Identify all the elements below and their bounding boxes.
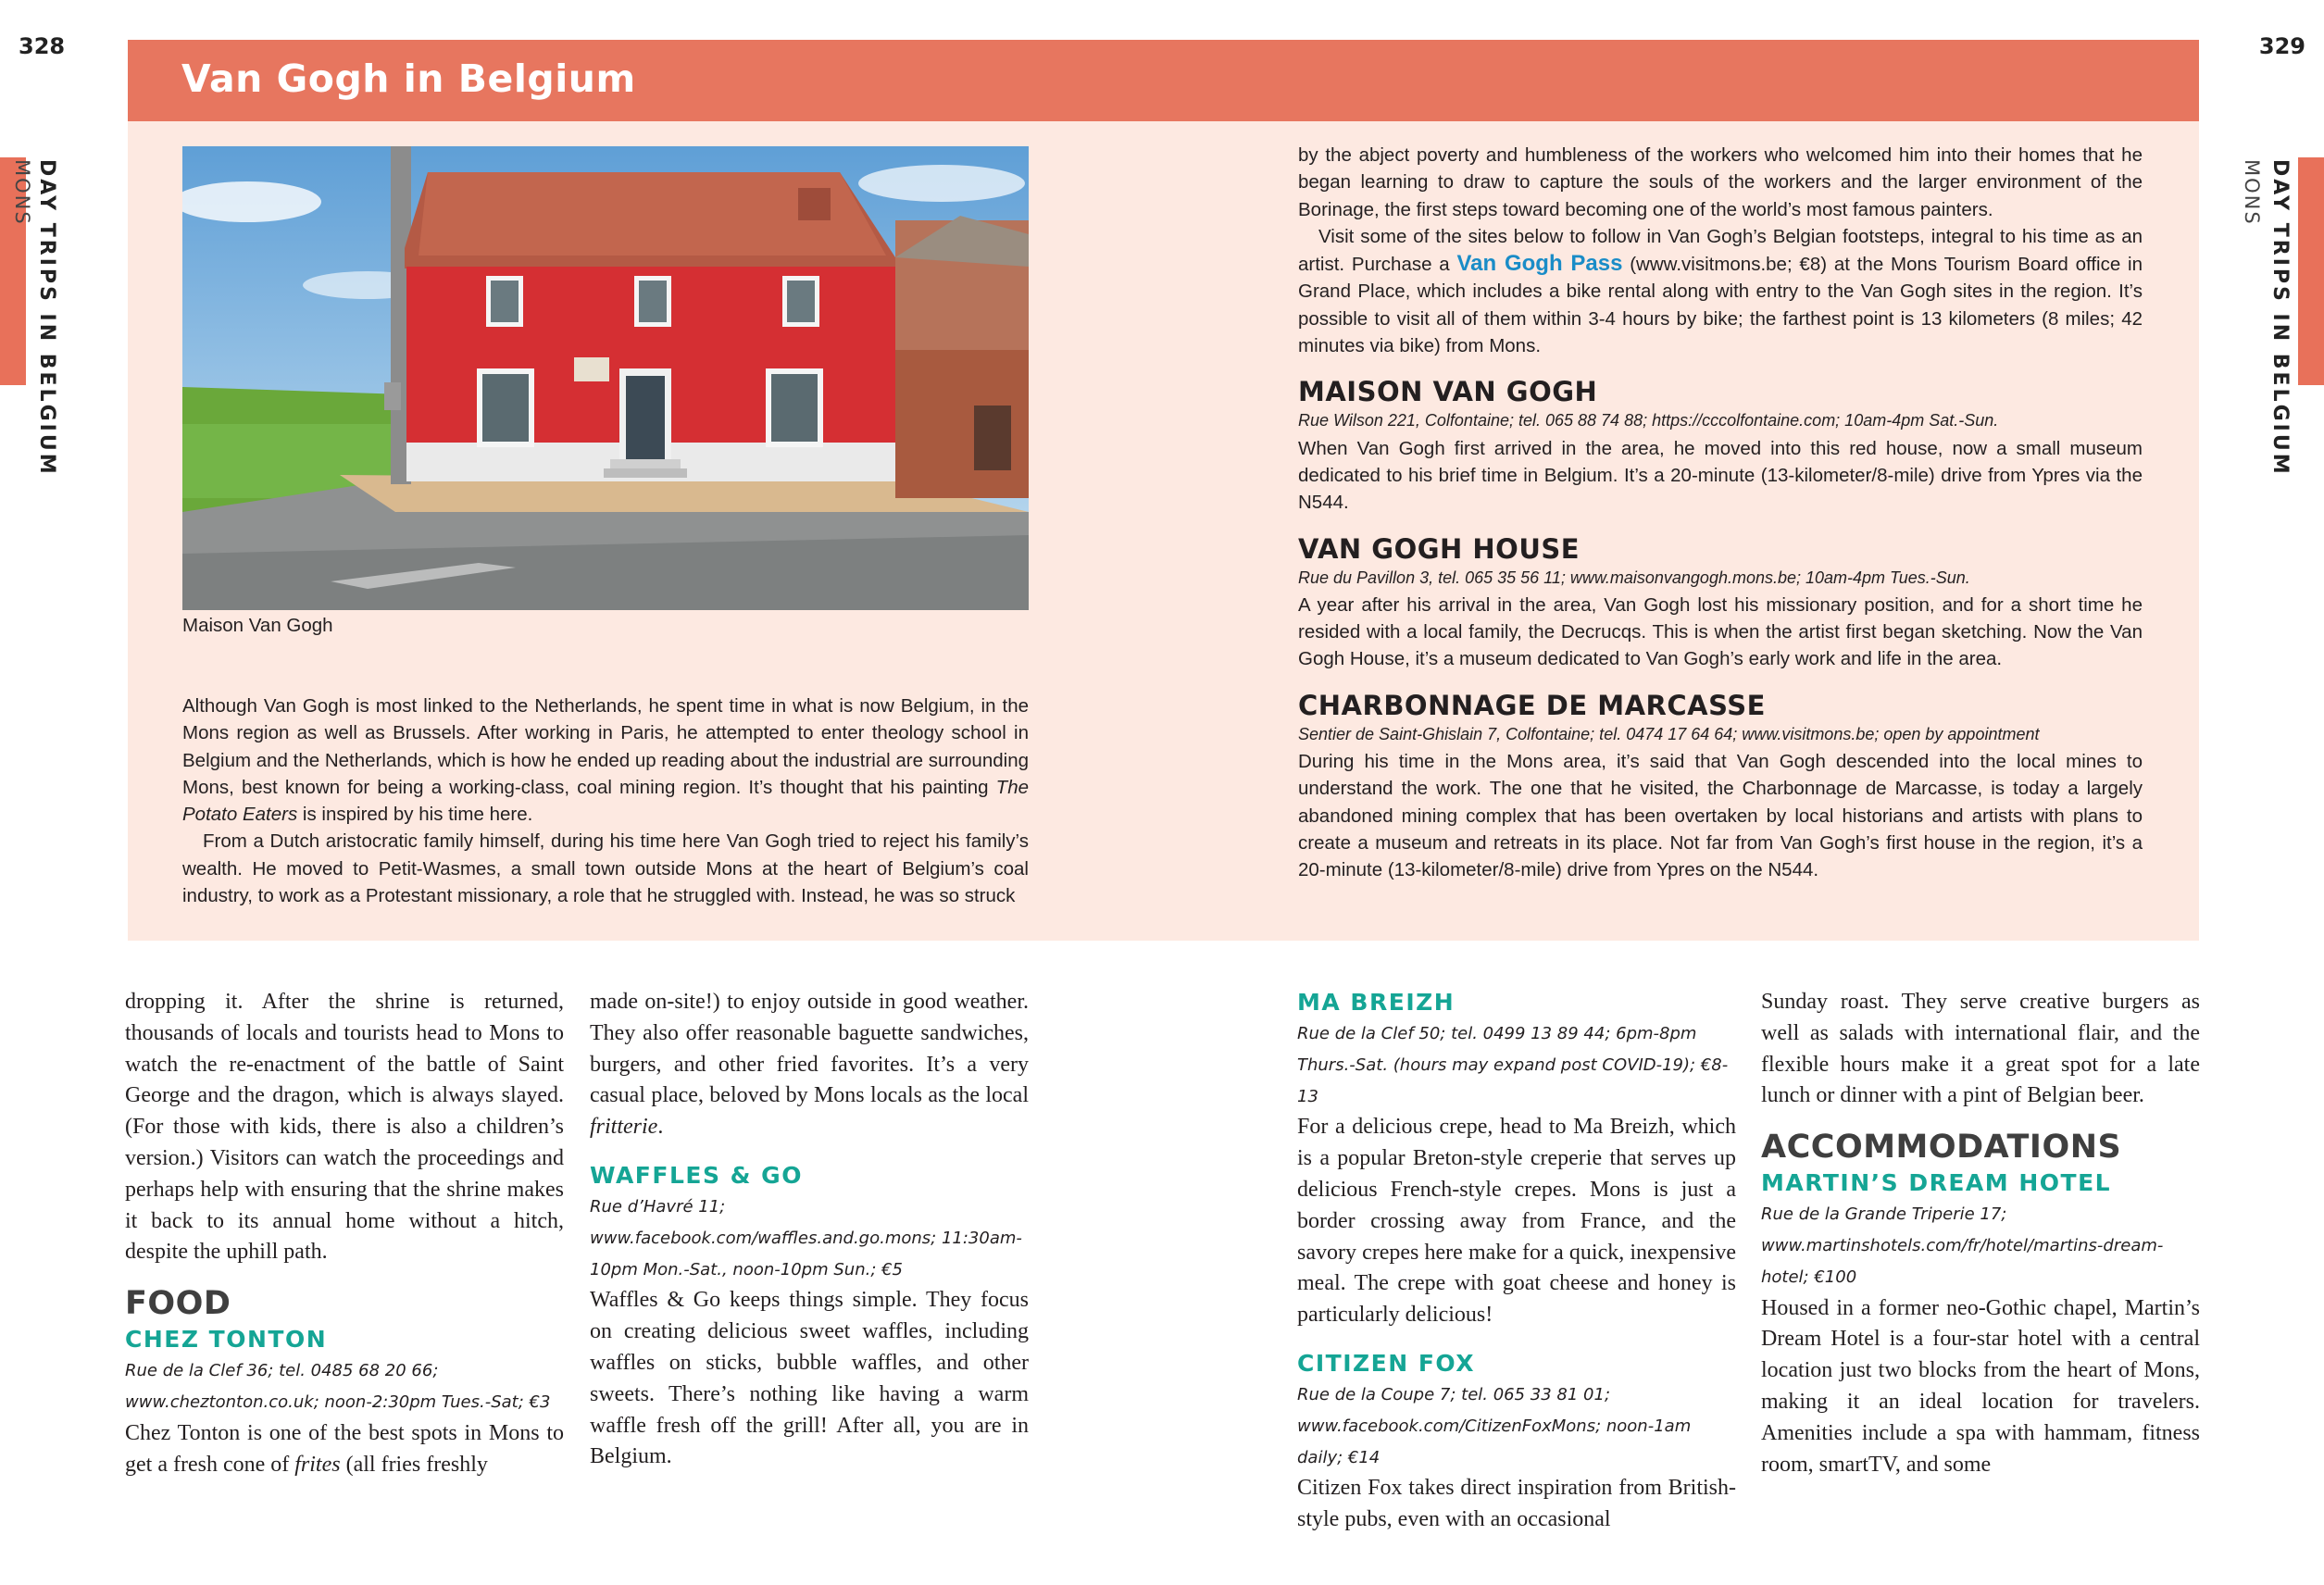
column-1-intro: dropping it. After the shrine is returned, thousands of locals and tourists head to Mons to watch the re-enactment of the battle of Saint George and the dragon, which is always slayed. (For those with kids, there is also a children’s version.) Visitors can watch the proceedings and perhaps help with ensuring that the shrine makes it back to its annual home without a hitch, despite the uphill path. (125, 990, 564, 1265)
ma-breizh-info: Rue de la Clef 50; tel. 0499 13 89 44; 6pm-8pm Thurs.-Sat. (hours may expand post COVID-19); €8-13 (1297, 1024, 1729, 1106)
body-column-1 (125, 987, 564, 1480)
right-side-tab-marker (2298, 157, 2324, 385)
feature-photo (182, 146, 1029, 610)
feature-title: Van Gogh in Belgium (181, 56, 636, 101)
right-side-tab-label (2268, 159, 2292, 477)
feature-intro-paragraph-1: Although Van Gogh is most linked to the Netherlands, he spent time in what is now Belgium, in the Mons region as well as Brussels. After working in Paris, he attempted to enter theology school in Belgium and the Netherlands, which is how he ended up reading about the industrial are surrounding Mons, best known for being a working-class, coal mining region. It’s thought that his painting The Potato Eaters is inspired by his time here. (182, 695, 1029, 826)
left-side-tab-sublabel (11, 159, 33, 226)
column-4-intro: Sunday roast. They serve creative burgers as well as salads with international flair, and the flexible hours make it a great spot for a late lunch or dinner with a pint of Belgian beer. (1761, 990, 2200, 1108)
van-gogh-pass-link[interactable]: Van Gogh Pass (1456, 251, 1623, 277)
citizen-fox-info: Rue de la Coupe 7; tel. 065 33 81 01; www.facebook.com/CitizenFoxMons; noon-1am daily; €14 (1297, 1384, 1692, 1467)
feature-intro-paragraph-2: From a Dutch aristocratic family himself, during his time here Van Gogh tried to reject his family’s wealth. He moved to Petit-Wasmes, a small town outside Mons at the heart of Belgium’s coal industry, to work as a Protestant missionary, a role that he struggled with. Instead, he was so struck (182, 830, 1029, 907)
feature-intro-text (182, 693, 1029, 909)
red-house-photo (182, 146, 1029, 610)
food-section-heading: FOOD (125, 1285, 231, 1323)
site-2-text: A year after his arrival in the area, Van Gogh lost his missionary position, and for a short time he resided with a local family, the Decrucqs. This is when the artist first began sketching. Now the Van Gogh House, it’s a museum dedicated to Van Gogh’s early work and life in the area. (1298, 593, 2143, 670)
site-3-heading: CHARBONNAGE DE MARCASSE (1298, 689, 1766, 721)
accommodations-section-heading: ACCOMMODATIONS (1761, 1129, 2122, 1167)
painting-title: The Potato Eaters (182, 776, 1029, 826)
martins-dream-hotel-info: Rue de la Grande Triperie 17; www.martinshotels.com/fr/hotel/martins-dream-hotel; €100 (1761, 1204, 2164, 1287)
ma-breizh-heading: MA BREIZH (1297, 989, 1456, 1016)
ma-breizh-text: For a delicious crepe, head to Ma Breizh, which is a popular Breton-style creperie that serves up delicious French-style crepes. Mons is just a border crossing away from France, and the savory crepes here make for a quick, inexpensive meal. The crepe with goat cheese and honey is particularly delicious! (1297, 1115, 1736, 1328)
right-side-tab-sublabel (2241, 159, 2263, 226)
right-page-number: 329 (2258, 33, 2305, 59)
martins-dream-hotel-text: Housed in a former neo-Gothic chapel, Martin’s Dream Hotel is a four-star hotel with a central location just two blocks from the heart of Mons, making it an ideal location for travelers. Amenities include a spa with hammam, fitness room, smartTV, and some (1761, 1295, 2200, 1477)
body-column-2 (590, 987, 1029, 1473)
photo-caption: Maison Van Gogh (182, 615, 333, 636)
left-page-number: 328 (19, 33, 66, 59)
martins-dream-hotel-heading: MARTIN’S DREAM HOTEL (1761, 1169, 2112, 1197)
left-side-tab-label (35, 159, 58, 477)
waffles-and-go-info: Rue d’Havré 11; www.facebook.com/waffles.and.go.mons; 11:30am-10pm Mon.-Sat., noon-10pm Sun.; €5 (590, 1196, 1022, 1279)
feature-right-column (1298, 142, 2143, 884)
citizen-fox-text: Citizen Fox takes direct inspiration from British-style pubs, even with an occasional (1297, 1476, 1736, 1532)
site-1-heading: MAISON VAN GOGH (1298, 376, 1598, 408)
site-2-info: Rue du Pavillon 3, tel. 065 35 56 11; www.maisonvangogh.mons.be; 10am-4pm Tues.-Sun. (1298, 568, 1970, 587)
waffles-and-go-text: Waffles & Go keeps things simple. They focus on creating delicious sweet waffles, including waffles on sticks, bubble waffles, and other sweets. There’s nothing like having a warm waffle fresh off the grill! After all, you are in Belgium. (590, 1288, 1029, 1469)
waffles-and-go-heading: WAFFLES & GO (590, 1161, 803, 1189)
side-tab-chapter-right: DAY TRIPS IN BELGIUM (2268, 159, 2292, 477)
site-3-text: During his time in the Mons area, it’s said that Van Gogh descended into the local mines to understand the work. The one that he visited, the Charbonnage de Marcasse, is today a largely abandoned mining complex that has been overtaken by local historians and artists with plans to create a museum and retreats in its place. Not far from Van Gogh’s first house in the region, it’s a 20-minute (13-kilometer/8-mile) drive from Ypres on the N544. (1298, 751, 2143, 881)
site-3-info: Sentier de Saint-Ghislain 7, Colfontaine; tel. 0474 17 64 64; www.visitmons.be; open by appointment (1298, 724, 2040, 743)
feature-right-paragraph-1: by the abject poverty and humbleness of the workers who welcomed him into their homes that he began learning to draw to capture the souls of the workers and the larger environment of the Borinage, the first steps toward becoming one of the world’s most famous painters. (1298, 144, 2143, 220)
side-tab-town: MONS (11, 159, 33, 226)
body-column-3 (1297, 987, 1736, 1536)
site-1-info: Rue Wilson 221, Colfontaine; tel. 065 88 74 88; https://cccolfontaine.com; 10am-4pm Sat.-Sun. (1298, 411, 1999, 431)
feature-right-paragraph-2: Visit some of the sites below to follow in Van Gogh’s Belgian footsteps, integral to his time as an artist. Purchase a Van Gogh Pass (www.visitmons.be; €8) at the Mons Tourism Board office in Grand Place, which includes a bike rental along with entry to the Van Gogh sites in the region. It’s possible to visit all of them within 3-4 hours by bike; the farthest point is 13 kilometers (8 miles; 42 minutes via bike) from Mons. (1298, 225, 2143, 357)
site-1-text: When Van Gogh first arrived in the area, he moved into this red house, now a small museum dedicated to his brief time in Belgium. It’s a 20-minute (13-kilometer/8-mile) drive from Ypres via the N544. (1298, 437, 2143, 514)
column-2-intro: made on-site!) to enjoy outside in good weather. They also offer reasonable baguette sandwiches, burgers, and other fried favorites. It’s a very casual place, beloved by Mons locals as the local fritterie. (590, 990, 1029, 1140)
chez-tonton-heading: CHEZ TONTON (125, 1326, 328, 1354)
feature-banner (128, 40, 2199, 121)
body-column-4 (1761, 987, 2200, 1480)
chez-tonton-text: Chez Tonton is one of the best spots in Mons to get a fresh cone of frites (all fries freshly (125, 1420, 564, 1477)
site-2-heading: VAN GOGH HOUSE (1298, 532, 1581, 565)
side-tab-town-right: MONS (2241, 159, 2263, 226)
citizen-fox-heading: CITIZEN FOX (1297, 1349, 1476, 1377)
side-tab-chapter: DAY TRIPS IN BELGIUM (35, 159, 58, 477)
chez-tonton-info: Rue de la Clef 36; tel. 0485 68 20 66; www.cheztonton.co.uk; noon-2:30pm Tues.-Sat; €3 (125, 1361, 551, 1412)
